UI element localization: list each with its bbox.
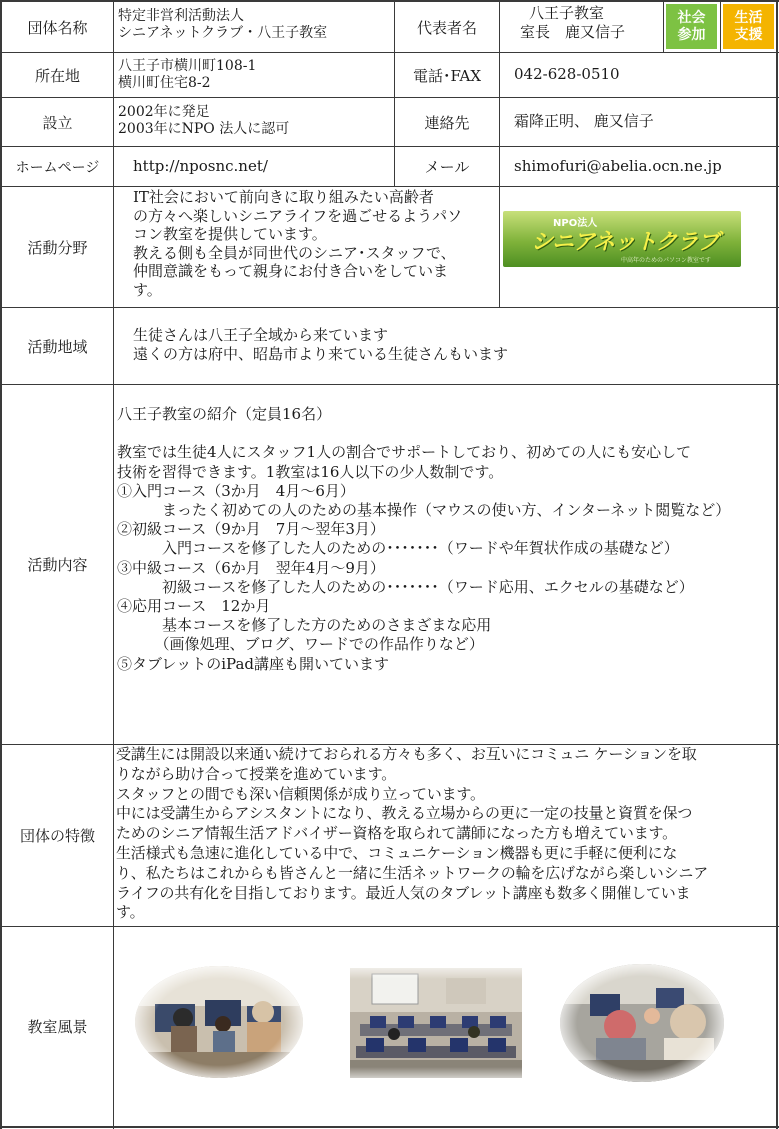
label-features: 団体の特徴 <box>19 827 95 845</box>
label-phone-fax: 電話･FAX <box>412 66 482 85</box>
activity-area-text: 生徒さんは八王子全域から来ています 遠くの方は府中、昭島市より来ている生徒さんもいます <box>133 326 509 363</box>
logo-tagline-text: 中高年のためのパソコン教室です <box>621 257 711 264</box>
classroom-photo-1 <box>135 966 303 1078</box>
label-contact: 連絡先 <box>424 113 470 132</box>
label-org-name: 団体名称 <box>27 18 88 37</box>
logo-name-text: シニアネットクラブ <box>531 230 719 255</box>
classroom-photo-3 <box>560 964 724 1082</box>
label-activity-field: 活動分野 <box>27 238 88 257</box>
label-activity-content: 活動内容 <box>27 556 88 574</box>
senior-net-club-logo <box>503 211 741 267</box>
label-homepage: ホームページ <box>15 159 100 176</box>
established-value: 2002年に発足 2003年にNPO 法人に認可 <box>118 104 290 137</box>
classroom-photo-2 <box>350 968 522 1078</box>
label-representative: 代表者名 <box>416 18 477 37</box>
badge-life-support: 生活 支援 <box>723 4 774 49</box>
activity-field-text: IT社会において前向きに取り組みたい高齢者 の方々へ楽しいシニアライフを過ごせるようパソ コン教室を提供しています。 教える側も全員が同世代のシニア･スタッフで、 仲間意識をもって親身にお付き合いをしていま す。 <box>133 188 463 299</box>
label-email: メール <box>424 158 470 176</box>
email-link[interactable]: shimofuri@abelia.ocn.ne.jp <box>514 157 722 175</box>
label-activity-area: 活動地域 <box>27 337 88 356</box>
badge-social-participation: 社会 参加 <box>666 4 717 49</box>
org-name-value: 特定非営利活動法人 シニアネットクラブ・八王子教室 <box>118 8 328 41</box>
activity-content-text: 八王子教室の紹介（定員16名） 教室では生徒4人にスタッフ1人の割合でサポートしており、初めての人にも安心して 技術を習得できます。1教室は16人以下の少人数制です。 ①入門コース（3か月 4月～6月） まったく初めての人のための基本操作（マウスの使い方、インターネット閲覧など） ②初級コース（9か月 7月～翌年3月） 入門コースを修了した人のための･･･････（ワードや年賀状作成の基礎など） ③中級コース（6か月 翌年4月～9月） 初級コースを修了した人のための･･･････（ワード応用、エクセルの基礎など） ④応用コース 12か月 基本コースを修了した方のためのさまざまな応用 （画像処理、ブログ、ワードでの作品作りなど） ⑤タブレットのiPad講座も開いています <box>117 405 731 673</box>
address-value: 八王子市横川町108-1 横川町住宅8-2 <box>118 58 257 91</box>
logo-npo-text: NPO法人 <box>553 218 598 229</box>
phone-value: 042-628-0510 <box>514 65 620 83</box>
features-text: 受講生には開設以来通い続けておられる方々も多く、お互いにコミュニ ケーションを取 りながら助け合って授業を進めています。 スタッフとの間でも深い信頼関係が成り立っています。 中には受講生からアシスタントになり、教える立場からの更に一定の技量と資質を保つ ためのシニア情報生活アドバイザー資格を取られて講師になった方も増えています。 生活様式も急速に進化している中で、コミュニケーション機器も更に手軽に便利にな り、私たちはこれからも皆さんと一緒に生活ネットワークの輪を広げながら楽しいシニア ライフの共有化を目指しております。最近人気のタブレット講座も数多く開催していま す。 <box>116 745 709 922</box>
homepage-link[interactable]: http://nposnc.net/ <box>133 157 268 175</box>
label-address: 所在地 <box>34 66 80 85</box>
label-classroom: 教室風景 <box>27 1018 88 1036</box>
label-established: 設立 <box>42 113 73 132</box>
representative-value: 八王子教室 室長 鹿又信子 <box>520 4 626 41</box>
contact-value: 霜降正明、 鹿又信子 <box>514 112 654 130</box>
